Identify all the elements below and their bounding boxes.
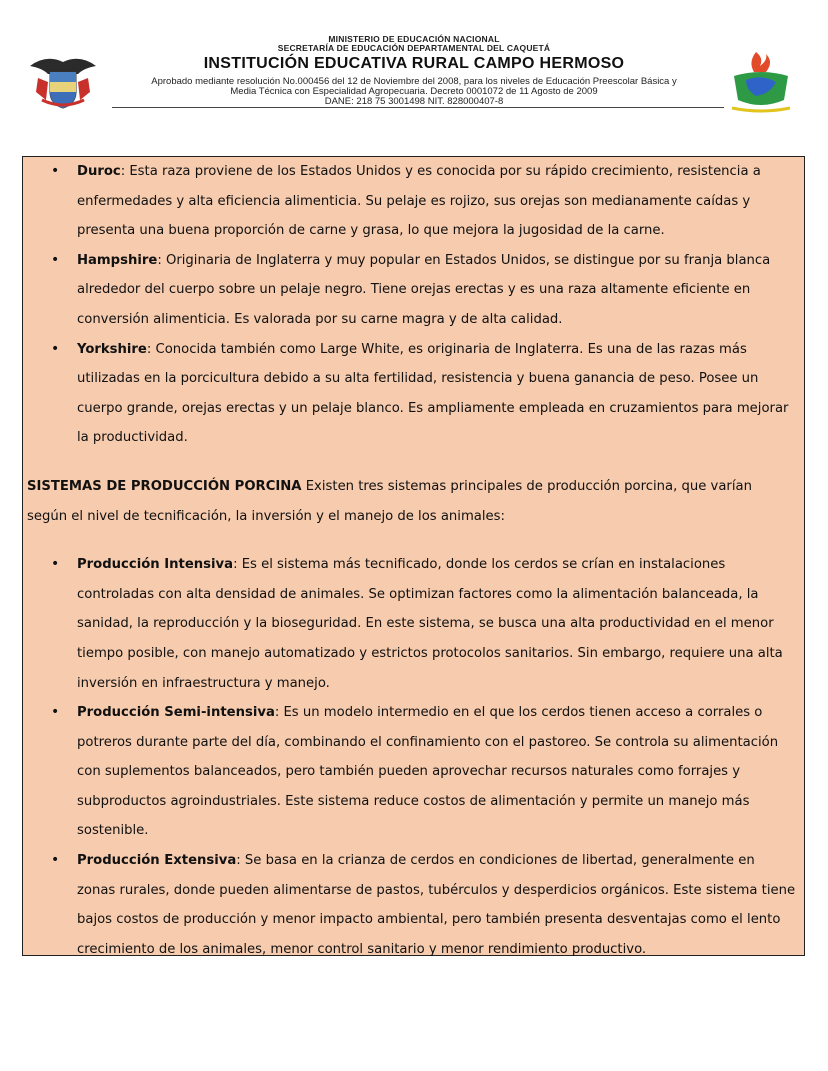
breed-name: Duroc	[77, 164, 121, 179]
breed-name: Yorkshire	[77, 341, 147, 357]
systems-intro: Existen tres sistemas principales de producción porcina, que varían según el nivel de tecnificación, la inversión y el manejo de los animales:	[27, 478, 752, 524]
systems-paragraph	[23, 472, 804, 531]
list-item-yorkshire	[77, 335, 796, 453]
breed-description: : Esta raza proviene de los Estados Unidos y es conocida por su rápido crecimiento, resistencia a enfermedades y alta eficiencia alimenticia. Su pelaje es rojizo, sus orejas son medianamente caídas y presenta una buena proporción de carne y grasa, lo que mejora la jugosidad de la carne.	[77, 164, 761, 239]
school-emblem-icon	[726, 50, 796, 114]
list-item-intensive	[77, 550, 796, 698]
system-description: : Es el sistema más tecnificado, donde los cerdos se crían en instalaciones controladas con alta densidad de animales. Se optimizan factores como la alimentación balanceada, la sanidad, la reproducción y la bioseguridad. En este sistema, se busca una alta productividad en el menor tiempo posible, con manejo automatizado y estrictos protocolos sanitarios. Sin embargo, requiere una alta inversión en infraestructura y manejo.	[77, 557, 783, 691]
specialty-line: Media Técnica con Especialidad Agropecuaria. Decreto 0001072 de 11 Agosto de 2009	[230, 86, 598, 97]
approval-line: Aprobado mediante resolución No.000456 del 12 de Noviembre del 2008, para los niveles de Educación Preescolar Básica y	[151, 76, 677, 87]
systems-heading: SISTEMAS DE PRODUCCIÓN PORCINA	[27, 478, 302, 494]
breed-list	[23, 157, 804, 453]
system-name: Producción Extensiva	[77, 853, 237, 869]
secretariat-line: SECRETARÍA DE EDUCACIÓN DEPARTAMENTAL DEL CAQUETÁ	[277, 43, 551, 53]
list-item-duroc	[77, 157, 796, 246]
ministry-line: MINISTERIO DE EDUCACIÓN NACIONAL	[328, 34, 500, 44]
system-name: Producción Semi-intensiva	[77, 705, 275, 721]
institution-title: INSTITUCIÓN EDUCATIVA RURAL CAMPO HERMOSO	[203, 55, 625, 72]
document-header	[0, 0, 828, 120]
dane-nit-line: DANE: 218 75 3001498 NIT. 828000407-8	[324, 96, 504, 107]
list-item-semi-intensive	[77, 698, 796, 846]
systems-list	[23, 550, 804, 964]
system-description: : Se basa en la crianza de cerdos en condiciones de libertad, generalmente en zonas rurales, donde pueden alimentarse de pastos, tubérculos y desperdicios orgánicos. Este sistema tiene bajos costos de producción y menor impacto ambiental, pero también presenta desventajas como el lento crecimiento de los animales, menor control sanitario y menor rendimiento productivo.	[77, 853, 796, 957]
breed-description: : Conocida también como Large White, es originaria de Inglaterra. Es una de las razas más utilizadas en la porcicultura debido a su alta fertilidad, resistencia y buena ganancia de peso. Posee un cuerpo grande, orejas erectas y un pelaje blanco. Es ampliamente empleada en cruzamientos para mejorar la productividad.	[77, 341, 789, 446]
header-divider	[112, 107, 724, 108]
content-box	[22, 156, 805, 956]
system-name: Producción Intensiva	[77, 557, 234, 573]
list-item-hampshire	[77, 246, 796, 335]
breed-description: : Originaria de Inglaterra y muy popular en Estados Unidos, se distingue por su franja blanca alrededor del cuerpo sobre un pelaje negro. Tiene orejas erectas y es una raza altamente eficiente en conversión alimenticia. Es valorada por su carne magra y de alta calidad.	[77, 252, 771, 327]
breed-name: Hampshire	[77, 252, 158, 268]
list-item-extensive	[77, 846, 796, 964]
system-description: : Es un modelo intermedio en el que los cerdos tienen acceso a corrales o potreros durante parte del día, combinando el confinamiento con el pastoreo. Se controla su alimentación con suplementos balanceados, pero también pueden aprovechar recursos naturales como forrajes y subproductos agroindustriales. Este sistema reduce costos de alimentación y permite un manejo más sostenible.	[77, 705, 779, 839]
